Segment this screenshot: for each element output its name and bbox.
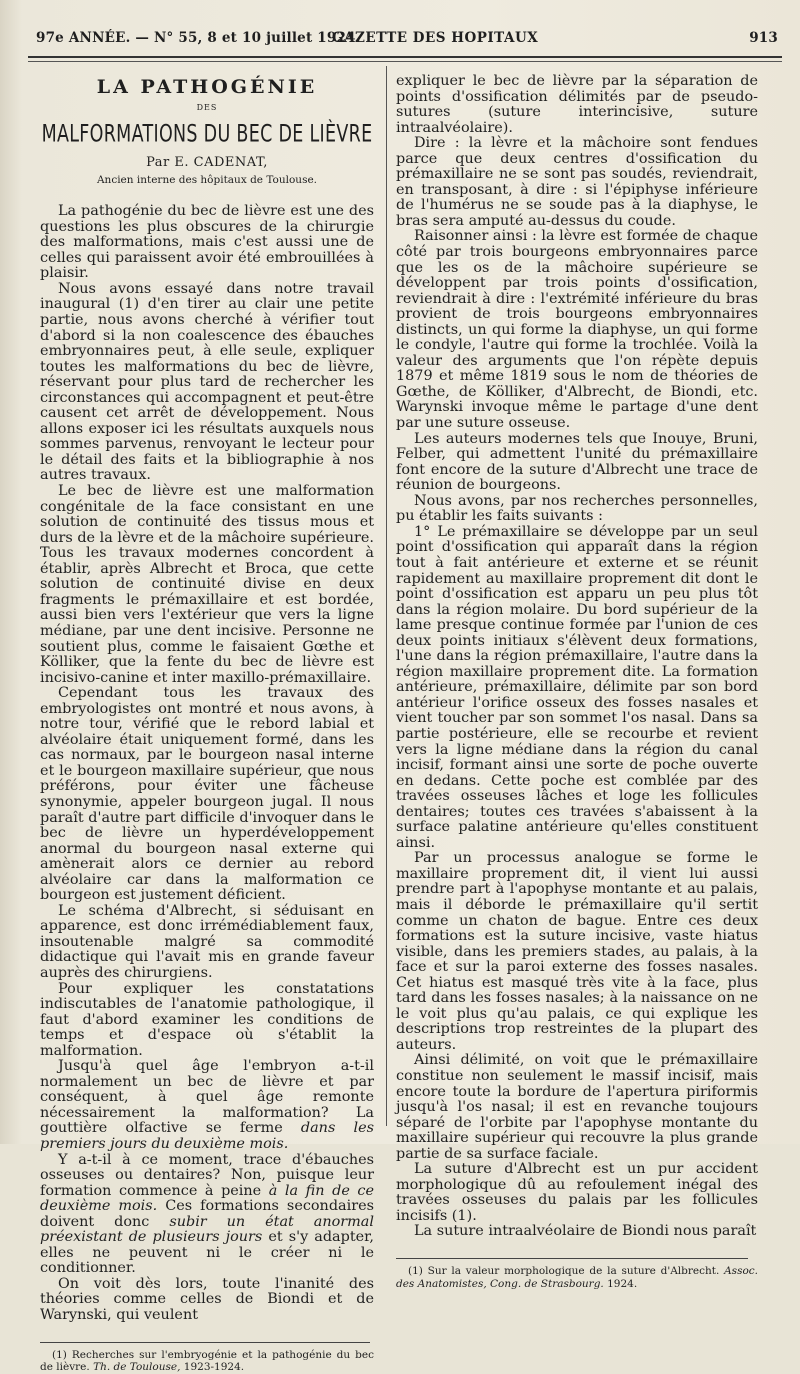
paragraph: La suture d'Albrecht est un pur accident morphologique dû au refoulement inégal des travées osseuses du palais par les follicules incisifs (1). [396,1161,758,1224]
italic-text: dans les premiers jours du deuxième mois. [40,1120,374,1152]
paragraph [40,1059,374,1152]
italic-text: subir un état anormal préexistant de plusieurs jours [40,1213,374,1246]
paragraph-text: Jusqu'à quel âge l'embryon a-t-il normalement un bec de lièvre et par conséquent, à quel âge remonte nécessairement la malformation? La gouttière olfactive se ferme [40,1058,374,1137]
header-rule [28,56,782,58]
footnote-italic: Th. de Toulouse, [93,1361,181,1374]
paragraph: La suture intraalvéolaire de Biondi nous paraît [414,1223,757,1240]
article-title-des: DES [196,103,218,112]
paragraph: Par un processus analogue se forme le maxillaire proprement dit, il vient lui aussi prendre part à l'apophyse montante et au palais, mais il déborde le prémaxillaire qu'il sertit comme un chaton de bague. Entre ces deux formations est la suture incisive, vaste hiatus visible, dans les premiers stades, au palais, à la face et sur la paroi externe des fosses nasales. Cet hiatus est masqué très vite à la face, plus tard dans les fosses nasales; à la naissance on ne le voit plus qu'au palais, ce qui explique les descriptions trop restreintes de la plupart des auteurs. [396,850,758,1053]
paragraph: Nous avons, par nos recherches personnelles, pu établir les faits suivants : [396,492,758,525]
footnote-text: (1) Sur la valeur morphologique de la suture d'Albrecht. [408,1265,720,1278]
column-divider [386,66,387,1126]
paragraph-text: Y a-t-il à ce moment, trace d'ébauches osseuses ou dentaires? Non, puisque leur formation commence à peine [40,1151,374,1199]
footnote [396,1265,758,1290]
paragraph: On voit dès lors, toute l'inanité des théories comme celles de Biondi et de Warynski, qui veulent [40,1275,374,1324]
footnote-text: (1) Recherches sur l'embryogénie et la pathogénie du bec de lièvre. [40,1348,374,1374]
paragraph: expliquer le bec de lièvre par la séparation de points d'ossification délimités par de pseudo-sutures (suture interincisive, suture intraalvéolaire). [396,73,758,136]
footnote-tail: 1924. [607,1277,638,1290]
footnote [40,1349,374,1374]
paragraph: La pathogénie du bec de lièvre est une des questions les plus obscures de la chirurgie des malformations, mais c'est aussi une de celles qui paraissent avoir été embrouillées à plaisir. [40,203,374,282]
paragraph: Le schéma d'Albrecht, si séduisant en apparence, est donc irrémédiablement faux, insoutenable malgré sa commodité didactique qui l'avait mis en grande faveur auprès des chirurgiens. [40,902,374,981]
left-column [40,76,374,1374]
paragraph [40,1153,374,1277]
issue-line: 97e ANNÉE. — N° 55, 8 et 10 juillet 1924. [36,30,361,46]
paragraph: 1° Le prémaxillaire se développe par un seul point d'ossification qui apparaît dans la région tout à fait antérieure et externe et se réunit rapidement au maxillaire proprement dit dont le point d'ossification est apparu un peu plus tôt dans la région molaire. Du bord supérieur de la lame presque continue formée par l'union de ces deux points initiaux s'élèvent deux formations, l'une dans la région prémaxillaire, l'autre dans la région maxillaire proprement dite. La formation antérieure, prémaxillaire, délimite par son bord antérieur l'orifice osseux des fosses nasales et vient toucher par son sommet l'os nasal. Dans sa partie postérieure, elle se recourbe et revient vers la ligne médiane dans la région du canal incisif, formant ainsi une sorte de poche ouverte en dedans. Cette poche est comblée par des travées osseuses lâches et loge les follicules dentaires; toutes ces travées s'abaissent à la surface palatine antérieure qu'elles constituent ainsi. [396,523,758,851]
header-rule-thin [28,61,782,62]
paragraph-text: Ces formations secondaires doivent donc [40,1198,374,1230]
paragraph: Dire : la lèvre et la mâchoire sont fendues parce que deux centres d'ossification du prémaxillaire ne se sont pas soudés, reviendrait, en transposant, à dire : si l'épiphyse inférieure de l'humérus ne se soude pas à la diaphyse, le bras sera amputé au-dessus du coude. [396,135,758,229]
footnote-rule [396,1258,748,1259]
footnote-tail: 1923-1924. [183,1361,245,1374]
paragraph: Pour expliquer les constatations indiscutables de l'anatomie pathologique, il faut d'abord examiner les conditions de temps et d'espace où s'établit la malformation. [40,980,374,1059]
paragraph: Ainsi délimité, on voit que le prémaxillaire constitue non seulement le massif incisif, mais encore toute la bordure de l'apertura piriformis jusqu'à l'os nasal; il est en revanche toujours séparé de l'orbite par l'apophyse montante du maxillaire supérieur qui recouvre la plus grande partie de sa surface faciale. [396,1052,758,1162]
article-author: Par E. CADENAT, [146,155,268,171]
paragraph: Les auteurs modernes tels que Inouye, Bruni, Felber, qui admettent l'unité du prémaxillaire font encore de la suture d'Albrecht une trace de réunion de bourgeons. [396,430,758,494]
footnote-italic: Assoc. des Anatomistes, Cong. de Strasbourg. [396,1265,758,1290]
right-column [396,74,758,1290]
paragraph: Raisonner ainsi : la lèvre est formée de chaque côté par trois bourgeons embryonnaires parce que les os de la mâchoire supérieure se développent par trois points d'ossification, reviendrait à dire : l'extrémité inférieure du bras provient de trois bourgeons embryonnaires distincts, un qui forme la diaphyse, un qui forme le condyle, l'autre qui forme la trochlée. Voilà la valeur des arguments que l'on répète depuis 1879 et même 1819 sous le nom de théories de Gœthe, de Kölliker, d'Albrecht, de Biondi, etc. Warynski invoque même le partage d'une dent par une suture osseuse. [396,228,758,432]
paragraph-text: et s'y adapter, elles ne peuvent ni le créer ni le conditionner. [40,1229,375,1277]
running-head [36,26,778,50]
article-title-line1: LA PATHOGÉNIE [96,76,318,98]
author-affiliation: Ancien interne des hôpitaux de Toulouse. [96,173,318,186]
page-number: 913 [749,30,778,46]
paragraph: Nous avons essayé dans notre travail inaugural (1) d'en tirer au clair une petite partie, nous avons cherché à vérifier tout d'abord si la non coalescence des ébauches embryonnaires peut, à elle seule, expliquer toutes les malformations du bec de lièvre, réservant pour plus tard de rechercher les circonstances qui accompagnent et peut-être causent cet arrêt de développement. Nous allons exposer ici les résultats auxquels nous sommes parvenus, renvoyant le lecteur pour le détail des faits et la bibliographie à nos autres travaux. [40,280,374,484]
footnote-rule [40,1342,370,1343]
italic-text: à la fin de ce deuxième mois. [40,1182,374,1215]
article-title-main: MALFORMATIONS DU BEC DE LIÈVRE [41,120,373,148]
paragraph: Cependant tous les travaux des embryologistes ont montré et nous avons, à notre tour, vérifié que le rebord labial et alvéolaire était uniquement formé, dans les cas normaux, par le bourgeon nasal interne et le bourgeon maxillaire supérieur, que nous préférons, pour éviter une fâcheuse synonymie, appeler bourgeon jugal. Il nous paraît d'autre part difficile d'invoquer dans le bec de lièvre un hyperdéveloppement anormal du bourgeon nasal externe qui amènerait alors ce dernier au rebord alvéolaire car dans la malformation ce bourgeon est justement déficient. [40,685,374,904]
journal-name: GAZETTE DES HOPITAUX [332,30,539,46]
paragraph: Le bec de lièvre est une malformation congénitale de la face consistant en une solution de continuité des tissus mous et durs de la lèvre et de la mâchoire supérieure. Tous les travaux modernes concordent à établir, après Albrecht et Broca, que cette solution de continuité divise en deux fragments le prémaxillaire et est bordée, aussi bien vers l'extérieur que vers la ligne médiane, par une dent incisive. Personne ne soutient plus, comme le faisaient Gœthe et Kölliker, que la fente du bec de lièvre est incisivo-canine et inter maxillo-prémaxillaire. [40,483,374,686]
